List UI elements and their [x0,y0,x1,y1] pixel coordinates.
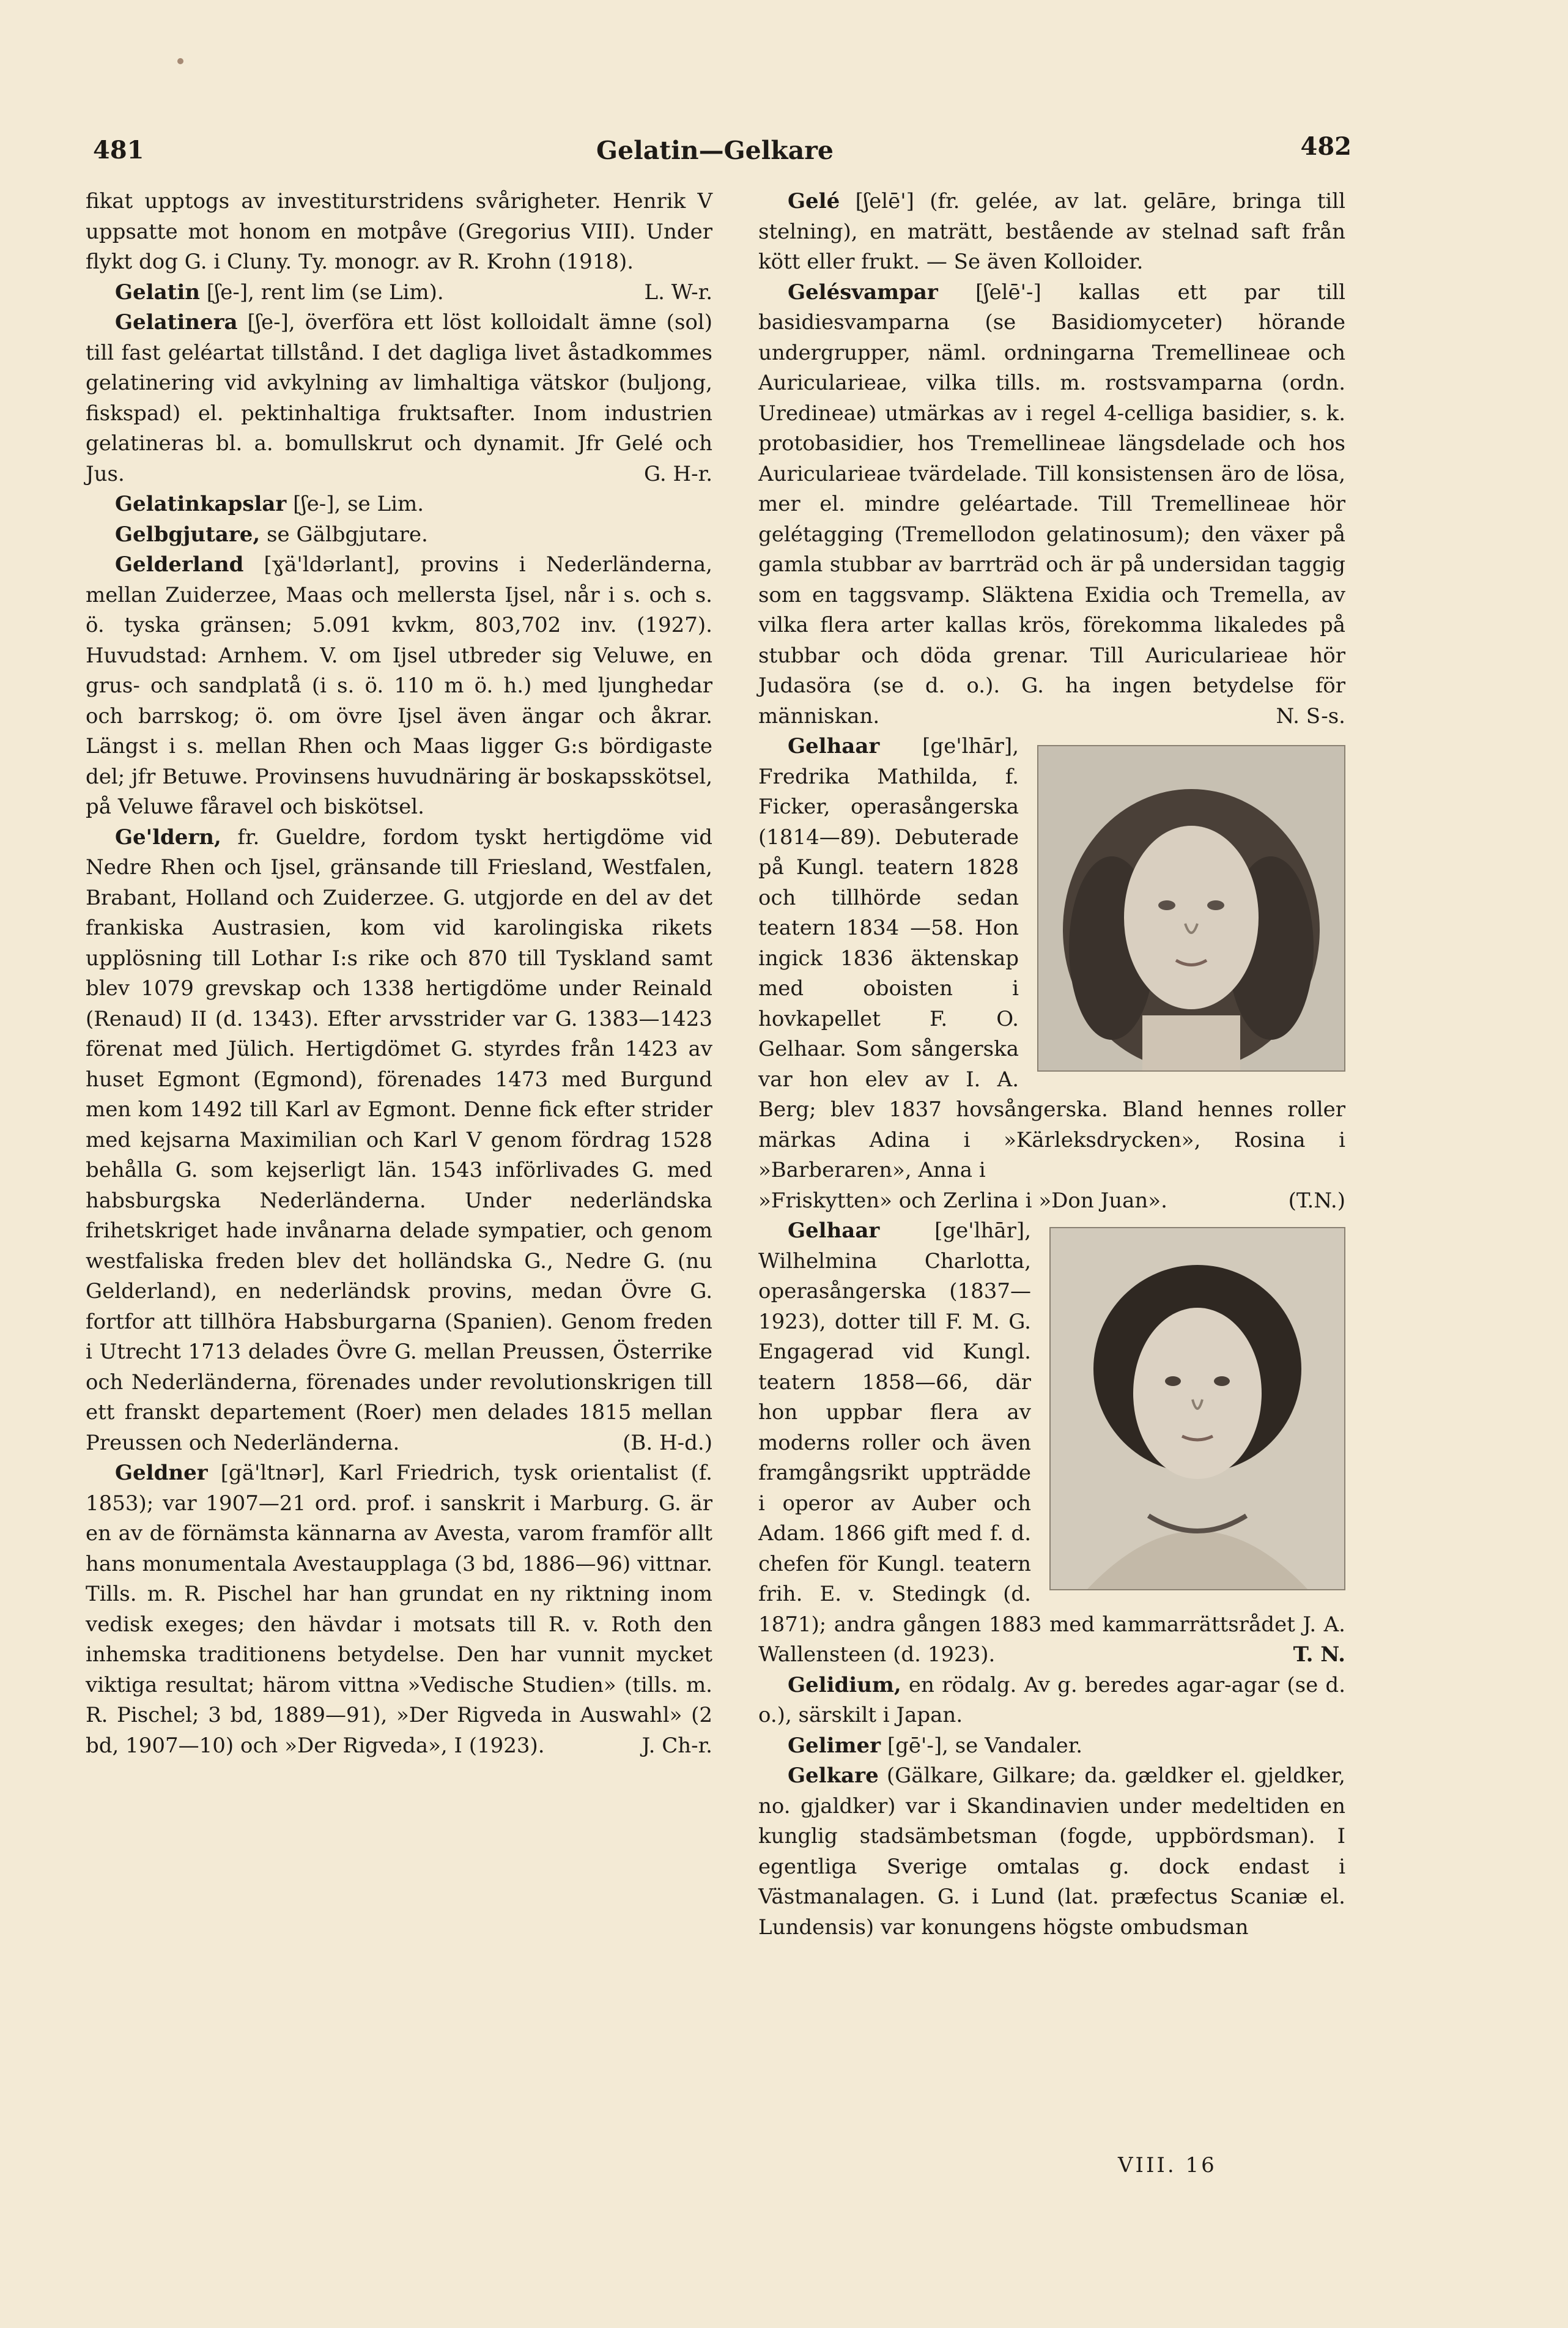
portrait-fredrika-gelhaar [1037,745,1345,1072]
entry-continuation: fikat upptogs av investiturstridens svårigheter. Henrik V uppsatte mot honom en motpåve (Gregorius VIII). Under flykt dog G. i Cluny. Ty. monogr. av R. Krohn (1918). L. W-r. [86,187,712,278]
entry-gelbgjutare: Gelbgjutare, se Gälbgjutare. [115,522,428,547]
headword: Gelhaar [788,1218,880,1243]
author-signature: L. W-r. [644,280,712,305]
entry-gelderland: Gelderland [ɣä'ldərlant], provins i Nederländerna, mellan Zuiderzee, Maas och mellersta Ijsel, når i s. och s. ö. tyska gränsen; 5.091 kvkm, 803,702 inv. (1927). Huvudstad: Arnhem. V. om Ijsel utbreder sig Veluwe, en grus- och sandplatå (i s. ö. 110 m ö. h.) med ljunghedar och barrskog; ö. om övre Ijsel även ängar och åkrar. Längst i s. mellan Rhen och Maas ligger G:s bördigaste del; jfr Betuwe. Provinsens huvudnäring är boskapsskötsel, på Veluwe fåravel och biskötsel. [86,552,712,819]
author-signature: G. H-r. [643,461,712,486]
headword: Gelatinkapslar [115,492,287,516]
headword: Gelhaar [788,734,880,758]
entry-geldner: Geldner [gä'ltnər], Karl Friedrich, tysk orientalist (f. 1853); var 1907—21 ord. prof. i sanskrit i Marburg. G. är en av de förnämsta kännarna av Avesta, varom framför allt hans monumentala Avestaupplaga (3 bd, 1886—96) vittnar. Tills. m. R. Pischel har han grundat en ny riktning inom vedisk exeges; den hävdar i motsats till R. v. Roth den inhemska traditionens betydelse. Den har vunnit mycket viktiga resultat; härom vittna »Vedische Studien» (tills. m. R. Pischel; 3 bd, 1889—91), »Der Rigveda in Auswahl» (2 bd, 1907—10) och »Der Rigveda», I (1923). J. Ch-r. [86,1458,712,1761]
author-signature: T. N. [1293,1642,1345,1667]
running-title: Gelatin—Gelkare [596,136,834,165]
headword: Gelidium, [788,1672,901,1697]
entry-gelhaar-fredrika: Gelhaar [ge'lhār], Fredrika Mathilda, f. Ficker, operasångerska (1814—89). Debuterade på Kungl. teatern 1828 och tillhörde sedan teatern 1834 —58. Hon ingick 1836 äktenskap med oboisten i hovkapellet F. O. Gelhaar. Som sångerska var hon elev av I. A. Berg; blev 1837 hovsångerska. Bland hennes roller märkas Adina i »Kärleksdrycken», Rosina i »Barberaren», Anna i [758,734,1345,1182]
headword: Gelésvampar [788,280,938,305]
author-signature: J. Ch-r. [642,1733,712,1758]
headword: Gelimer [788,1733,881,1758]
entry-gelhaar-fredrika-end: »Friskytten» och Zerlina i »Don Juan». (T.N.) [758,1186,1345,1217]
headword: Gelé [788,189,840,213]
entry-gele: Gelé [ʃelē'] (fr. gelée, av lat. gelāre, bringa till stelning), en maträtt, bestående av stelnad saft från kött eller frukt. — Se även Kolloider. [758,189,1345,274]
author-signature: (B. H-d.) [623,1430,712,1455]
printer-signature: VIII. 16 [1118,2153,1217,2178]
headword: Geldner [115,1461,208,1485]
entry-geldern: Ge'ldern, fr. Gueldre, fordom tyskt hertigdöme vid Nedre Rhen och Ijsel, gränsande till Friesland, Westfalen, Brabant, Holland och Zuiderzee. G. utgjorde en del av det frankiska Austrasien, kom vid karolingiska rikets upplösning till Lothar I:s rike och 870 till Tyskland samt blev 1079 grevskap och 1338 hertigdöme under Reinald (Renaud) II (d. 1343). Efter arvsstrider var G. 1383—1423 förenat med Jülich. Hertigdömet G. styrdes från 1423 av huset Egmont (Egmond), förenades 1473 med Burgund men kom 1492 till Karl av Egmont. Denne fick efter strider med kejsarna Maximilian och Karl V genom fördrag 1528 behålla G. som kejserligt län. 1543 införlivades G. med habsburgska Nederländerna. Under nederländska frihetskriget hade invånarna delade sympatier, och genom westfaliska freden blev det holländska G., Nedre G. (nu Gelderland), en nederländsk provins, medan Övre G. fortfor att tillhöra Habsburgarna (Spanien). Genom freden i Utrecht 1713 delades Övre G. mellan Preussen, Österrike och Nederländerna, förenades under revolutionskrigen till ett franskt departement (Roer) men delades 1815 mellan Preussen och Nederländerna. (B. H-d.) [86,823,712,1459]
left-column [86,187,712,1761]
entry-gelatinera: Gelatinera [ʃe-], överföra ett löst kolloidalt ämne (sol) till fast geléartat tillstånd. I det dagliga livet åstadkommes gelatinering vid avkylning av limhaltiga vätskor (buljong, fiskspad) el. pektinhaltiga fruktsafter. Inom industrien gelatineras bl. a. bomullskrut och dynamit. Jfr Gelé och Jus. G. H-r. [86,308,712,489]
entry-gelimer: Gelimer [gē'-], se Vandaler. [788,1733,1083,1758]
page-number-right: 482 [1300,132,1352,161]
entry-gelatin: Gelatin [ʃe-], rent lim (se Lim). [115,280,444,305]
page-number-left: 481 [93,136,144,165]
print-speck [177,58,183,64]
headword: Ge'ldern, [115,825,221,850]
portrait-engraving [1038,746,1344,1070]
headword: Gelbgjutare, [115,522,261,547]
portrait-wilhelmina-gelhaar [1049,1227,1345,1590]
entry-gelhaar-wilhelmina: Gelhaar [ge'lhār], Wilhelmina Charlotta, operasångerska (1837—1923), dotter till F. M. G. Engagerad vid Kungl. teatern 1858—66, där hon uppbar flera av moderns roller och även framgångsrikt uppträdde i operor av Auber och Adam. 1866 gift med f. d. chefen för Kungl. teatern frih. E. v. Stedingk (d. 1871); andra gången 1883 med kammarrättsrådet J. A. Wallensteen (d. 1923). T. N. [758,1216,1345,1670]
headword: Gelatin [115,280,200,305]
author-signature: (T.N.) [1288,1188,1345,1213]
right-column [758,187,1345,1943]
author-signature: N. S-s. [1276,703,1345,728]
headword: Gelkare [788,1763,879,1788]
headword: Gelderland [115,552,244,577]
page-header [86,132,1352,172]
headword: Gelatinera [115,310,238,335]
entry-gelidium: Gelidium, en rödalg. Av g. beredes agar-agar (se d. o.), särskilt i Japan. [758,1672,1345,1727]
entry-gelkare: Gelkare (Gälkare, Gilkare; da. gældker el. gjeldker, no. gjaldker) var i Skandinavien under medeltiden en kunglig stadsämbetsman (fogde, uppbördsman). I egentliga Sverige omtalas g. dock endast i Västmanalagen. G. i Lund (lat. præfectus Scaniæ el. Lundensis) var konungens högste ombudsman [758,1763,1345,1940]
entry-gelesvampar: Gelésvampar [ʃelē'-] kallas ett par till basidiesvamparna (se Basidiomyceter) hörande undergrupper, näml. ordningarna Tremellineae och Auriculariеae, vilka tills. m. rostsvamparna (ordn. Uredineae) utmärkas av i regel 4-celliga basidier, s. k. protobasidier, hos Tremellineae längsdelade och hos Auriculariеae tvärdelade. Till konsistensen äro de lösa, mer el. mindre geléartade. Till Tremellineae hör gelétagging (Tremellodon gelatinosum); den växer på gamla stubbar av barrträd och är på undersidan taggig som en taggsvamp. Släktena Exidia och Tremella, av vilka flera arter kallas krös, förekomma likaledes på stubbar och döda grenar. Till Auriculariеae hör Judasöra (se d. o.). G. ha ingen betydelse för människan. N. S-s. [758,278,1345,732]
entry-gelatinkapslar: Gelatinkapslar [ʃe-], se Lim. [115,492,424,516]
portrait-engraving [1051,1228,1344,1589]
